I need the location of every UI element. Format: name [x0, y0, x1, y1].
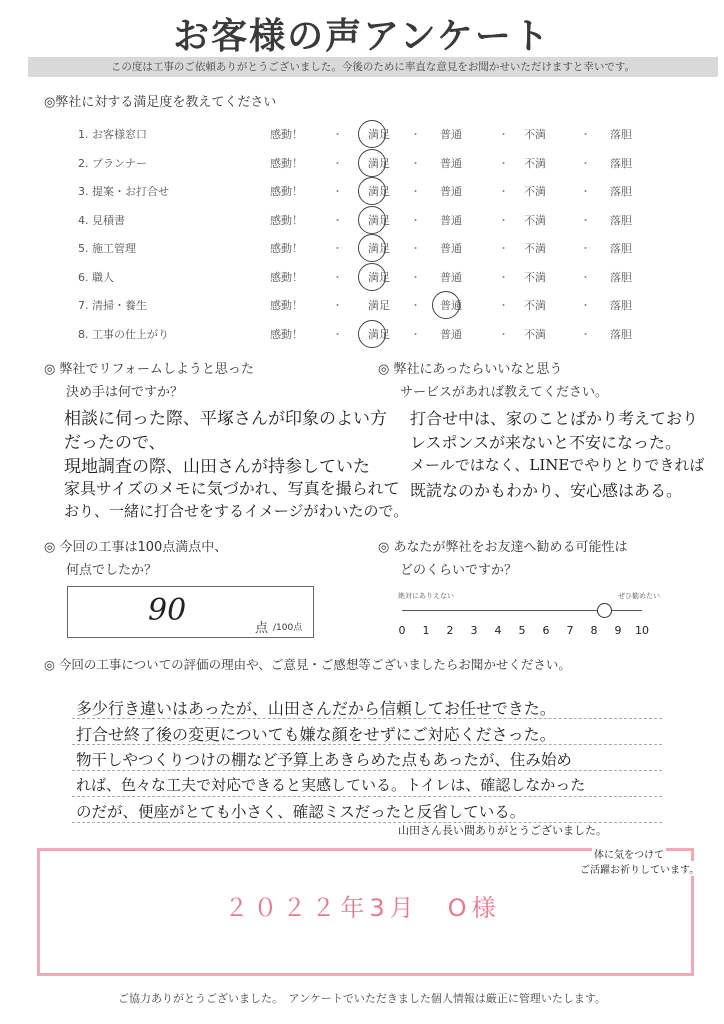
- selection-circle: [358, 234, 386, 262]
- q2-answer-line: 現地調査の際、山田さんが持参していた: [64, 457, 370, 477]
- ruled-line: [72, 770, 662, 771]
- satisfaction-row: [40, 263, 690, 289]
- scale-tick-label[interactable]: 2: [446, 624, 454, 637]
- satisfaction-row: [40, 291, 690, 317]
- ruled-line: [72, 796, 662, 797]
- q3-answer-line: レスポンスが来ないと不安になった。: [410, 433, 682, 452]
- option-separator: ・: [410, 242, 421, 255]
- satisfaction-row: [40, 177, 690, 203]
- satisfaction-option[interactable]: 満足: [368, 128, 390, 141]
- satisfaction-option[interactable]: 満足: [368, 270, 390, 284]
- scale-tick-label[interactable]: 10: [635, 624, 649, 637]
- satisfaction-row: [40, 206, 690, 232]
- score-box: [67, 586, 314, 638]
- q6-answer-line: 物干しやつくりつけの棚など予算上あきらめた点もあったが、住み始め: [76, 751, 572, 769]
- satisfaction-option[interactable]: 満足: [368, 242, 390, 255]
- scale-low-label: 絶対にありえない: [398, 592, 454, 600]
- option-separator: ・: [410, 185, 421, 198]
- side-note-line2: ご活躍お祈りしています。: [578, 861, 701, 876]
- satisfaction-row-label: 8. 工事の仕上がり: [78, 327, 169, 341]
- page-title: お客様の声アンケート: [173, 16, 551, 57]
- satisfaction-option[interactable]: 感動！: [270, 299, 303, 312]
- score-unit: 点: [255, 621, 269, 636]
- satisfaction-option[interactable]: 普通: [440, 327, 462, 341]
- side-note-line1: 体に気をつけて: [592, 846, 666, 861]
- scale-tick-label[interactable]: 3: [470, 624, 478, 637]
- satisfaction-option[interactable]: 不満: [524, 327, 546, 341]
- option-separator: ・: [332, 270, 343, 284]
- scale-high-label: ぜひ勧めたい: [618, 592, 660, 600]
- satisfaction-option[interactable]: 不満: [524, 185, 546, 198]
- q6-answer-line: れば、色々な工夫で対応できると実感している。トイレは、確認しなかった: [76, 776, 586, 794]
- satisfaction-option[interactable]: 落胆: [610, 128, 632, 141]
- score-max: /100点: [273, 623, 303, 633]
- q1-heading: ◎弊社に対する満足度を教えてください: [44, 95, 277, 110]
- option-separator: ・: [332, 128, 343, 141]
- option-separator: ・: [580, 242, 591, 255]
- q6-answer-line: 打合せ終了後の変更についても嫌な顔をせずにご対応くださった。: [76, 725, 556, 744]
- scale-tick-label[interactable]: 9: [614, 624, 622, 637]
- score-value: 90: [148, 593, 187, 628]
- option-separator: ・: [580, 327, 591, 341]
- satisfaction-option[interactable]: 満足: [368, 299, 390, 312]
- option-separator: ・: [580, 185, 591, 198]
- scale-tick-label[interactable]: 7: [566, 624, 574, 637]
- q2-answer-line: おり、一緒に打合せをするイメージがわいたので。: [64, 502, 409, 520]
- satisfaction-option[interactable]: 不満: [524, 242, 546, 255]
- option-separator: ・: [410, 270, 421, 284]
- option-separator: ・: [580, 128, 591, 141]
- intro-banner: この度は工事のご依頼ありがとうございました。今後のために率直な意見をお聞かせいただけますと幸いです。: [28, 57, 718, 77]
- satisfaction-option[interactable]: 不満: [524, 270, 546, 284]
- satisfaction-row: [40, 149, 690, 175]
- selection-circle: [358, 206, 386, 234]
- option-separator: ・: [410, 299, 421, 312]
- satisfaction-option[interactable]: 満足: [368, 327, 390, 341]
- scale-selection-marker: [597, 603, 612, 618]
- q4-heading-line1: ◎ 今回の工事は100点満点中、: [44, 540, 228, 555]
- q5-heading-line1: ◎ あなたが弊社をお友達へ勧める可能性は: [378, 540, 628, 555]
- satisfaction-option[interactable]: 満足: [368, 213, 390, 227]
- satisfaction-option[interactable]: 感動！: [270, 327, 303, 341]
- satisfaction-option[interactable]: 感動！: [270, 128, 303, 141]
- satisfaction-row: [40, 320, 690, 346]
- satisfaction-row-label: 3. 提案・お打合せ: [78, 185, 169, 198]
- option-separator: ・: [498, 128, 509, 141]
- scale-tick-label[interactable]: 1: [422, 624, 430, 637]
- selection-circle: [358, 320, 386, 348]
- signature-text: ２０２２年3月 O様: [224, 894, 501, 922]
- satisfaction-option[interactable]: 普通: [440, 270, 462, 284]
- q6-heading: ◎ 今回の工事についての評価の理由や、ご意見・ご感想等ございましたらお聞かせください。: [44, 657, 571, 672]
- option-separator: ・: [498, 242, 509, 255]
- satisfaction-option[interactable]: 落胆: [610, 156, 632, 170]
- selection-circle: [358, 177, 386, 205]
- satisfaction-option[interactable]: 普通: [440, 242, 462, 255]
- satisfaction-row: [40, 120, 690, 146]
- q5-heading-line2: どのくらいですか？: [400, 563, 518, 578]
- scale-tick-label[interactable]: 6: [542, 624, 550, 637]
- q2-heading-line2: 決め手は何ですか？: [66, 385, 184, 400]
- q3-heading-line2: サービスがあれば教えてください。: [400, 385, 609, 400]
- option-separator: ・: [580, 156, 591, 170]
- q6-answer-line: のだが、便座がとても小さく、確認ミスだったと反省している。: [76, 803, 526, 821]
- satisfaction-option[interactable]: 落胆: [610, 185, 632, 198]
- scale-tick-label[interactable]: 5: [518, 624, 526, 637]
- satisfaction-row-label: 1. お客様窓口: [78, 128, 147, 141]
- footer: ご協力ありがとうございました。 アンケートでいただきました個人情報は厳正に管理いたします。: [118, 992, 606, 1005]
- satisfaction-option[interactable]: 不満: [524, 156, 546, 170]
- satisfaction-option[interactable]: 感動！: [270, 185, 303, 198]
- satisfaction-option[interactable]: 不満: [524, 128, 546, 141]
- option-separator: ・: [332, 327, 343, 341]
- satisfaction-option[interactable]: 感動！: [270, 242, 303, 255]
- option-separator: ・: [410, 327, 421, 341]
- satisfaction-option[interactable]: 感動！: [270, 213, 303, 227]
- satisfaction-option[interactable]: 落胆: [610, 327, 632, 341]
- option-separator: ・: [498, 213, 509, 227]
- q3-answer-line: 既読なのかもわかり、安心感はある。: [410, 481, 683, 500]
- option-separator: ・: [332, 213, 343, 227]
- option-separator: ・: [332, 242, 343, 255]
- option-separator: ・: [332, 185, 343, 198]
- satisfaction-option[interactable]: 普通: [440, 128, 462, 141]
- option-separator: ・: [580, 270, 591, 284]
- satisfaction-row-label: 7. 清掃・養生: [78, 299, 147, 312]
- satisfaction-option[interactable]: 感動！: [270, 270, 303, 284]
- scale-tick-label[interactable]: 4: [494, 624, 502, 637]
- satisfaction-option[interactable]: 満足: [368, 185, 390, 198]
- option-separator: ・: [498, 185, 509, 198]
- option-separator: ・: [410, 213, 421, 227]
- option-separator: ・: [498, 327, 509, 341]
- option-separator: ・: [410, 128, 421, 141]
- q4-heading-line2: 何点でしたか？: [66, 563, 158, 578]
- satisfaction-row-label: 4. 見積書: [78, 213, 125, 227]
- satisfaction-row-label: 2. プランナー: [78, 156, 147, 170]
- option-separator: ・: [410, 156, 421, 170]
- satisfaction-row-label: 6. 職人: [78, 270, 114, 284]
- satisfaction-option[interactable]: 普通: [440, 213, 462, 227]
- satisfaction-row: [40, 234, 690, 260]
- option-separator: ・: [580, 299, 591, 312]
- satisfaction-option[interactable]: 不満: [524, 213, 546, 227]
- satisfaction-option[interactable]: 満足: [368, 156, 390, 170]
- q6-note: 山田さん長い間ありがとうございました。: [398, 824, 607, 837]
- satisfaction-option[interactable]: 落胆: [610, 242, 632, 255]
- q2-heading-line1: ◎ 弊社でリフォームしようと思った: [44, 362, 254, 377]
- scale-tick-label[interactable]: 8: [590, 624, 598, 637]
- satisfaction-option[interactable]: 落胆: [610, 270, 632, 284]
- option-separator: ・: [332, 299, 343, 312]
- satisfaction-option[interactable]: 不満: [524, 299, 546, 312]
- option-separator: ・: [580, 213, 591, 227]
- selection-circle: [358, 263, 386, 291]
- option-separator: ・: [332, 156, 343, 170]
- q2-answer-line: だったので、: [64, 433, 166, 453]
- option-separator: ・: [498, 270, 509, 284]
- satisfaction-option[interactable]: 落胆: [610, 299, 632, 312]
- q2-answer-line: 相談に伺った際、平塚さんが印象のよい方: [64, 409, 387, 429]
- option-separator: ・: [498, 299, 509, 312]
- q3-heading-line1: ◎ 弊社にあったらいいなと思う: [378, 362, 563, 377]
- q6-answer-line: 多少行き違いはあったが、山田さんだから信頼してお任せできた。: [76, 699, 556, 718]
- satisfaction-option[interactable]: 普通: [440, 156, 462, 170]
- q3-answer-line: メールではなく、LINEでやりとりできれば: [410, 456, 705, 474]
- satisfaction-option[interactable]: 感動！: [270, 156, 303, 170]
- satisfaction-row-label: 5. 施工管理: [78, 242, 136, 255]
- scale-tick-label[interactable]: 0: [398, 624, 406, 637]
- satisfaction-option[interactable]: 普通: [440, 185, 462, 198]
- satisfaction-option[interactable]: 普通: [440, 299, 462, 312]
- q3-answer-line: 打合せ中は、家のことばかり考えており: [410, 409, 699, 428]
- selection-circle: [432, 291, 460, 319]
- satisfaction-option[interactable]: 落胆: [610, 213, 632, 227]
- selection-circle: [358, 149, 386, 177]
- q2-answer-line: 家具サイズのメモに気づかれ、写真を撮られて: [64, 479, 400, 498]
- option-separator: ・: [498, 156, 509, 170]
- selection-circle: [358, 120, 386, 148]
